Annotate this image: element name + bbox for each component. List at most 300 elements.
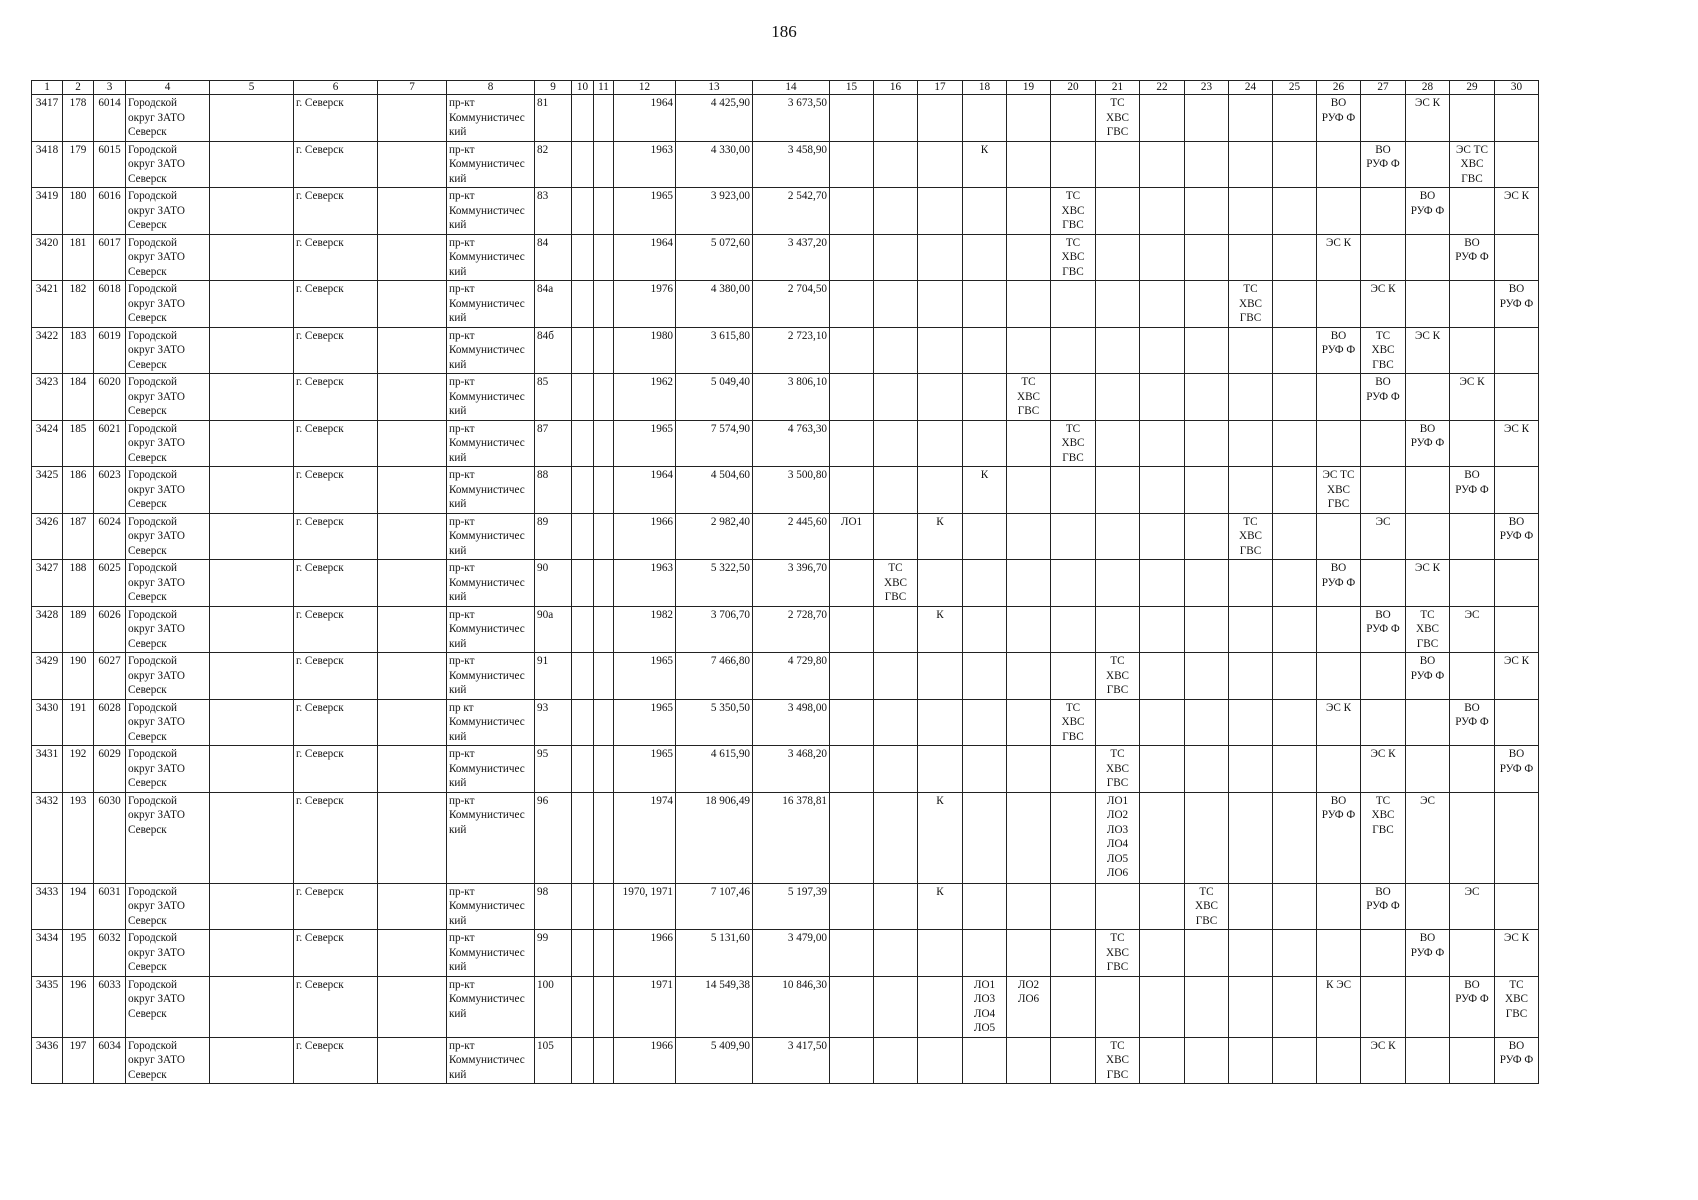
cell-col-9: 93	[535, 699, 572, 746]
cell-col-25	[1273, 653, 1317, 700]
cell-col-14: 16 378,81	[753, 792, 830, 883]
table-row	[32, 513, 1539, 560]
cell-col-28	[1406, 141, 1450, 188]
cell-col-27: ВО РУФ Ф	[1361, 141, 1406, 188]
cell-col-10	[572, 188, 594, 235]
cell-col-27	[1361, 560, 1406, 607]
page-number: 186	[771, 22, 797, 41]
cell-col-23	[1185, 234, 1229, 281]
cell-col-10	[572, 95, 594, 142]
cell-col-3: 6020	[94, 374, 126, 421]
cell-col-14: 4 729,80	[753, 653, 830, 700]
cell-col-6: г. Северск	[294, 653, 378, 700]
cell-col-19	[1007, 606, 1051, 653]
cell-col-10	[572, 420, 594, 467]
cell-col-26	[1317, 883, 1361, 930]
cell-col-4: Городской округ ЗАТО Северск	[126, 234, 210, 281]
cell-col-13: 4 425,90	[676, 95, 753, 142]
cell-col-23	[1185, 792, 1229, 883]
cell-col-4: Городской округ ЗАТО Северск	[126, 513, 210, 560]
cell-col-22	[1140, 792, 1185, 883]
cell-col-8: пр-кт Коммунистичес кий	[447, 513, 535, 560]
cell-col-10	[572, 560, 594, 607]
cell-col-9: 85	[535, 374, 572, 421]
cell-col-6: г. Северск	[294, 606, 378, 653]
cell-col-8: пр-кт Коммунистичес кий	[447, 1037, 535, 1084]
cell-col-16	[874, 976, 918, 1037]
cell-col-24	[1229, 606, 1273, 653]
cell-col-1: 3417	[32, 95, 63, 142]
cell-col-11	[594, 653, 614, 700]
cell-col-24: ТС ХВС ГВС	[1229, 513, 1273, 560]
cell-col-12: 1963	[614, 141, 676, 188]
cell-col-4: Городской округ ЗАТО Северск	[126, 467, 210, 514]
cell-col-9: 89	[535, 513, 572, 560]
cell-col-18	[963, 930, 1007, 977]
cell-col-6: г. Северск	[294, 374, 378, 421]
cell-col-4: Городской округ ЗАТО Северск	[126, 281, 210, 328]
cell-col-13: 7 107,46	[676, 883, 753, 930]
column-header-10: 10	[572, 81, 594, 95]
cell-col-14: 2 704,50	[753, 281, 830, 328]
cell-col-11	[594, 746, 614, 793]
cell-col-7	[378, 327, 447, 374]
cell-col-30: ТС ХВС ГВС	[1495, 976, 1539, 1037]
cell-col-8: пр-кт Коммунистичес кий	[447, 467, 535, 514]
cell-col-12: 1971	[614, 976, 676, 1037]
cell-col-12: 1965	[614, 746, 676, 793]
cell-col-29	[1450, 1037, 1495, 1084]
cell-col-27: ЭС К	[1361, 1037, 1406, 1084]
cell-col-29: ЭС	[1450, 606, 1495, 653]
cell-col-16	[874, 327, 918, 374]
cell-col-7	[378, 234, 447, 281]
cell-col-2: 193	[63, 792, 94, 883]
cell-col-24	[1229, 699, 1273, 746]
cell-col-12: 1966	[614, 1037, 676, 1084]
cell-col-19	[1007, 420, 1051, 467]
column-header-30: 30	[1495, 81, 1539, 95]
cell-col-28: ЭС	[1406, 792, 1450, 883]
cell-col-26	[1317, 374, 1361, 421]
cell-col-20	[1051, 141, 1096, 188]
cell-col-2: 181	[63, 234, 94, 281]
cell-col-30	[1495, 374, 1539, 421]
cell-col-4: Городской округ ЗАТО Северск	[126, 327, 210, 374]
cell-col-11	[594, 976, 614, 1037]
cell-col-17	[918, 281, 963, 328]
cell-col-12: 1966	[614, 930, 676, 977]
cell-col-17	[918, 467, 963, 514]
cell-col-24	[1229, 188, 1273, 235]
cell-col-12: 1964	[614, 467, 676, 514]
cell-col-28: ЭС К	[1406, 327, 1450, 374]
cell-col-10	[572, 513, 594, 560]
cell-col-6: г. Северск	[294, 699, 378, 746]
cell-col-6: г. Северск	[294, 327, 378, 374]
cell-col-4: Городской округ ЗАТО Северск	[126, 374, 210, 421]
cell-col-30: ВО РУФ Ф	[1495, 281, 1539, 328]
column-header-25: 25	[1273, 81, 1317, 95]
cell-col-9: 84	[535, 234, 572, 281]
cell-col-23	[1185, 327, 1229, 374]
cell-col-30: ЭС К	[1495, 653, 1539, 700]
cell-col-1: 3421	[32, 281, 63, 328]
cell-col-13: 7 574,90	[676, 420, 753, 467]
cell-col-28	[1406, 374, 1450, 421]
cell-col-15	[830, 1037, 874, 1084]
cell-col-17	[918, 327, 963, 374]
cell-col-5	[210, 883, 294, 930]
cell-col-1: 3423	[32, 374, 63, 421]
cell-col-19	[1007, 653, 1051, 700]
cell-col-20	[1051, 930, 1096, 977]
cell-col-14: 3 437,20	[753, 234, 830, 281]
cell-col-7	[378, 420, 447, 467]
cell-col-13: 4 330,00	[676, 141, 753, 188]
cell-col-10	[572, 792, 594, 883]
cell-col-10	[572, 1037, 594, 1084]
cell-col-30	[1495, 792, 1539, 883]
cell-col-4: Городской округ ЗАТО Северск	[126, 141, 210, 188]
table-row	[32, 467, 1539, 514]
cell-col-6: г. Северск	[294, 420, 378, 467]
cell-col-3: 6027	[94, 653, 126, 700]
cell-col-9: 81	[535, 95, 572, 142]
cell-col-13: 5 322,50	[676, 560, 753, 607]
cell-col-6: г. Северск	[294, 141, 378, 188]
cell-col-5	[210, 188, 294, 235]
cell-col-14: 2 542,70	[753, 188, 830, 235]
cell-col-16: ТС ХВС ГВС	[874, 560, 918, 607]
cell-col-3: 6024	[94, 513, 126, 560]
cell-col-19	[1007, 560, 1051, 607]
cell-col-17	[918, 560, 963, 607]
cell-col-28: ЭС К	[1406, 560, 1450, 607]
cell-col-9: 87	[535, 420, 572, 467]
cell-col-10	[572, 930, 594, 977]
cell-col-10	[572, 327, 594, 374]
column-header-29: 29	[1450, 81, 1495, 95]
cell-col-20	[1051, 374, 1096, 421]
cell-col-26	[1317, 188, 1361, 235]
cell-col-9: 100	[535, 976, 572, 1037]
cell-col-18	[963, 234, 1007, 281]
cell-col-9: 96	[535, 792, 572, 883]
cell-col-3: 6017	[94, 234, 126, 281]
cell-col-15	[830, 188, 874, 235]
cell-col-18	[963, 327, 1007, 374]
column-header-22: 22	[1140, 81, 1185, 95]
cell-col-17: К	[918, 883, 963, 930]
cell-col-19	[1007, 792, 1051, 883]
cell-col-16	[874, 141, 918, 188]
cell-col-20	[1051, 281, 1096, 328]
cell-col-24	[1229, 1037, 1273, 1084]
cell-col-18	[963, 1037, 1007, 1084]
cell-col-13: 3 923,00	[676, 188, 753, 235]
cell-col-14: 2 445,60	[753, 513, 830, 560]
cell-col-24	[1229, 976, 1273, 1037]
cell-col-14: 2 728,70	[753, 606, 830, 653]
cell-col-6: г. Северск	[294, 976, 378, 1037]
cell-col-26: ВО РУФ Ф	[1317, 560, 1361, 607]
cell-col-19	[1007, 699, 1051, 746]
table-row	[32, 930, 1539, 977]
column-header-13: 13	[676, 81, 753, 95]
cell-col-20	[1051, 327, 1096, 374]
cell-col-14: 5 197,39	[753, 883, 830, 930]
cell-col-6: г. Северск	[294, 467, 378, 514]
cell-col-19	[1007, 930, 1051, 977]
cell-col-24	[1229, 420, 1273, 467]
cell-col-15	[830, 746, 874, 793]
table-row	[32, 188, 1539, 235]
cell-col-18	[963, 95, 1007, 142]
cell-col-27: ВО РУФ Ф	[1361, 883, 1406, 930]
cell-col-13: 5 131,60	[676, 930, 753, 977]
cell-col-27	[1361, 930, 1406, 977]
cell-col-1: 3434	[32, 930, 63, 977]
column-header-2: 2	[63, 81, 94, 95]
cell-col-28	[1406, 281, 1450, 328]
cell-col-4: Городской округ ЗАТО Северск	[126, 699, 210, 746]
cell-col-10	[572, 976, 594, 1037]
cell-col-11	[594, 883, 614, 930]
cell-col-23	[1185, 467, 1229, 514]
cell-col-5	[210, 141, 294, 188]
cell-col-29	[1450, 281, 1495, 328]
cell-col-9: 99	[535, 930, 572, 977]
cell-col-25	[1273, 1037, 1317, 1084]
cell-col-26: ЭС К	[1317, 234, 1361, 281]
cell-col-27	[1361, 420, 1406, 467]
cell-col-18	[963, 792, 1007, 883]
cell-col-27: ТС ХВС ГВС	[1361, 792, 1406, 883]
cell-col-28: ВО РУФ Ф	[1406, 420, 1450, 467]
cell-col-5	[210, 699, 294, 746]
cell-col-25	[1273, 930, 1317, 977]
cell-col-3: 6026	[94, 606, 126, 653]
cell-col-27: ВО РУФ Ф	[1361, 606, 1406, 653]
cell-col-2: 195	[63, 930, 94, 977]
cell-col-12: 1965	[614, 420, 676, 467]
cell-col-15	[830, 234, 874, 281]
cell-col-21: ТС ХВС ГВС	[1096, 653, 1140, 700]
cell-col-13: 7 466,80	[676, 653, 753, 700]
cell-col-26	[1317, 141, 1361, 188]
cell-col-25	[1273, 976, 1317, 1037]
cell-col-8: пр-кт Коммунистичес кий	[447, 420, 535, 467]
cell-col-30	[1495, 606, 1539, 653]
cell-col-29: ЭС К	[1450, 374, 1495, 421]
cell-col-3: 6016	[94, 188, 126, 235]
cell-col-24	[1229, 560, 1273, 607]
cell-col-3: 6031	[94, 883, 126, 930]
cell-col-8: пр-кт Коммунистичес кий	[447, 792, 535, 883]
cell-col-18	[963, 606, 1007, 653]
cell-col-13: 4 504,60	[676, 467, 753, 514]
cell-col-4: Городской округ ЗАТО Северск	[126, 930, 210, 977]
cell-col-11	[594, 560, 614, 607]
cell-col-7	[378, 606, 447, 653]
cell-col-21: ТС ХВС ГВС	[1096, 95, 1140, 142]
cell-col-4: Городской округ ЗАТО Северск	[126, 653, 210, 700]
cell-col-20: ТС ХВС ГВС	[1051, 699, 1096, 746]
cell-col-15	[830, 976, 874, 1037]
cell-col-3: 6025	[94, 560, 126, 607]
cell-col-17	[918, 374, 963, 421]
cell-col-23	[1185, 746, 1229, 793]
cell-col-22	[1140, 606, 1185, 653]
cell-col-26: ВО РУФ Ф	[1317, 327, 1361, 374]
cell-col-30	[1495, 883, 1539, 930]
cell-col-28	[1406, 699, 1450, 746]
cell-col-1: 3427	[32, 560, 63, 607]
table-row	[32, 792, 1539, 883]
cell-col-11	[594, 699, 614, 746]
cell-col-8: пр-кт Коммунистичес кий	[447, 606, 535, 653]
cell-col-25	[1273, 188, 1317, 235]
cell-col-15	[830, 930, 874, 977]
cell-col-7	[378, 1037, 447, 1084]
column-header-19: 19	[1007, 81, 1051, 95]
cell-col-19	[1007, 188, 1051, 235]
cell-col-6: г. Северск	[294, 188, 378, 235]
cell-col-10	[572, 467, 594, 514]
cell-col-21	[1096, 141, 1140, 188]
cell-col-20	[1051, 95, 1096, 142]
cell-col-6: г. Северск	[294, 234, 378, 281]
table-row	[32, 883, 1539, 930]
cell-col-9: 105	[535, 1037, 572, 1084]
cell-col-15: ЛО1	[830, 513, 874, 560]
cell-col-21	[1096, 976, 1140, 1037]
cell-col-13: 18 906,49	[676, 792, 753, 883]
cell-col-7	[378, 653, 447, 700]
cell-col-22	[1140, 327, 1185, 374]
cell-col-16	[874, 653, 918, 700]
cell-col-19	[1007, 141, 1051, 188]
table-row	[32, 606, 1539, 653]
cell-col-10	[572, 374, 594, 421]
cell-col-22	[1140, 560, 1185, 607]
cell-col-6: г. Северск	[294, 792, 378, 883]
cell-col-17	[918, 141, 963, 188]
cell-col-9: 84б	[535, 327, 572, 374]
cell-col-23	[1185, 188, 1229, 235]
column-header-18: 18	[963, 81, 1007, 95]
cell-col-2: 194	[63, 883, 94, 930]
cell-col-29	[1450, 95, 1495, 142]
column-header-4: 4	[126, 81, 210, 95]
cell-col-28: ВО РУФ Ф	[1406, 930, 1450, 977]
cell-col-29	[1450, 327, 1495, 374]
cell-col-16	[874, 95, 918, 142]
cell-col-27: ЭС К	[1361, 281, 1406, 328]
cell-col-26	[1317, 513, 1361, 560]
cell-col-11	[594, 188, 614, 235]
cell-col-19	[1007, 234, 1051, 281]
cell-col-5	[210, 374, 294, 421]
cell-col-21	[1096, 606, 1140, 653]
cell-col-11	[594, 327, 614, 374]
cell-col-1: 3431	[32, 746, 63, 793]
cell-col-14: 3 673,50	[753, 95, 830, 142]
cell-col-6: г. Северск	[294, 1037, 378, 1084]
cell-col-12: 1970, 1971	[614, 883, 676, 930]
cell-col-2: 178	[63, 95, 94, 142]
cell-col-10	[572, 281, 594, 328]
cell-col-26	[1317, 420, 1361, 467]
cell-col-5	[210, 327, 294, 374]
cell-col-5	[210, 746, 294, 793]
cell-col-26	[1317, 281, 1361, 328]
cell-col-4: Городской округ ЗАТО Северск	[126, 606, 210, 653]
cell-col-12: 1980	[614, 327, 676, 374]
cell-col-20: ТС ХВС ГВС	[1051, 234, 1096, 281]
cell-col-15	[830, 281, 874, 328]
cell-col-14: 3 500,80	[753, 467, 830, 514]
cell-col-16	[874, 374, 918, 421]
cell-col-22	[1140, 467, 1185, 514]
cell-col-21	[1096, 281, 1140, 328]
cell-col-4: Городской округ ЗАТО Северск	[126, 1037, 210, 1084]
cell-col-18: К	[963, 467, 1007, 514]
cell-col-7	[378, 976, 447, 1037]
cell-col-9: 90а	[535, 606, 572, 653]
cell-col-26	[1317, 930, 1361, 977]
cell-col-23	[1185, 699, 1229, 746]
cell-col-13: 5 049,40	[676, 374, 753, 421]
cell-col-21	[1096, 374, 1140, 421]
cell-col-12: 1974	[614, 792, 676, 883]
cell-col-11	[594, 930, 614, 977]
cell-col-27: ЭС	[1361, 513, 1406, 560]
column-header-24: 24	[1229, 81, 1273, 95]
cell-col-17	[918, 1037, 963, 1084]
cell-col-22	[1140, 976, 1185, 1037]
column-header-21: 21	[1096, 81, 1140, 95]
cell-col-24	[1229, 95, 1273, 142]
cell-col-14: 3 396,70	[753, 560, 830, 607]
cell-col-22	[1140, 746, 1185, 793]
cell-col-23	[1185, 420, 1229, 467]
cell-col-13: 14 549,38	[676, 976, 753, 1037]
cell-col-30	[1495, 467, 1539, 514]
cell-col-26	[1317, 1037, 1361, 1084]
cell-col-7	[378, 560, 447, 607]
cell-col-13: 5 409,90	[676, 1037, 753, 1084]
cell-col-8: пр-кт Коммунистичес кий	[447, 746, 535, 793]
column-header-7: 7	[378, 81, 447, 95]
cell-col-25	[1273, 374, 1317, 421]
cell-col-8: пр-кт Коммунистичес кий	[447, 234, 535, 281]
cell-col-15	[830, 653, 874, 700]
cell-col-3: 6028	[94, 699, 126, 746]
cell-col-16	[874, 467, 918, 514]
cell-col-22	[1140, 1037, 1185, 1084]
cell-col-9: 83	[535, 188, 572, 235]
cell-col-12: 1965	[614, 188, 676, 235]
cell-col-14: 10 846,30	[753, 976, 830, 1037]
cell-col-29	[1450, 188, 1495, 235]
cell-col-20	[1051, 976, 1096, 1037]
cell-col-1: 3420	[32, 234, 63, 281]
cell-col-24	[1229, 141, 1273, 188]
cell-col-4: Городской округ ЗАТО Северск	[126, 792, 210, 883]
cell-col-28: ЭС К	[1406, 95, 1450, 142]
